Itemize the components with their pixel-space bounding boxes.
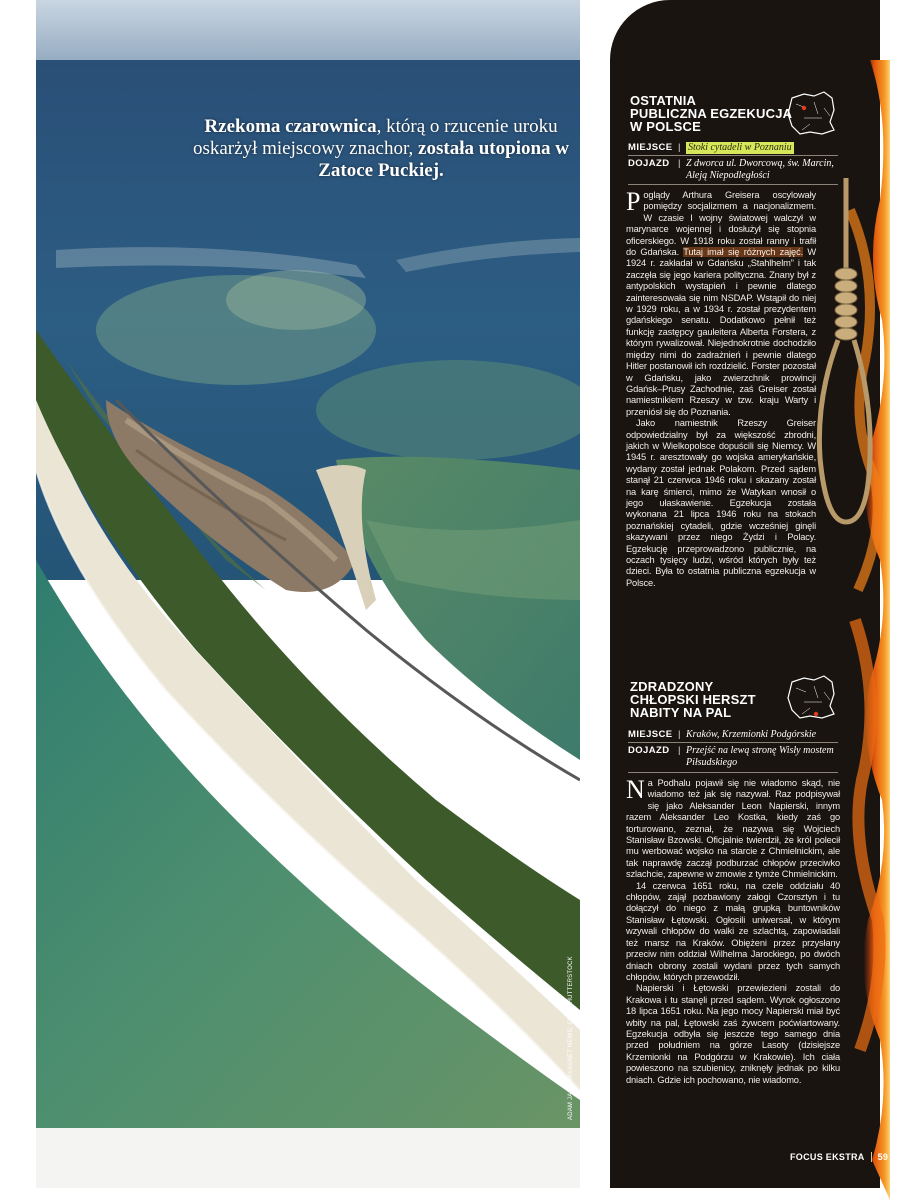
separator: | bbox=[678, 142, 681, 153]
divider bbox=[628, 742, 838, 743]
location-value: Kraków, Krzemionki Podgórskie bbox=[686, 729, 817, 740]
section2-access-row bbox=[628, 745, 836, 769]
page-number: 59 bbox=[871, 1152, 889, 1162]
page-footer bbox=[790, 1152, 888, 1162]
divider bbox=[628, 772, 838, 773]
aerial-photo bbox=[36, 0, 580, 1128]
article-text: a Podhalu pojawił się nie wiadomo skąd, nie wiadomo też jak się nazywał. Raz podpisywał się jako Aleksander Leon Napierski, innym razem Aleksander Leo Kostka, kiedy zaś go torturowano, zeznał, że nazywa się Wojciech Stanisław Bzowski. Oficjalnie twierdził, że król polecił mu werbować wojsko na starcie z Chmielnickim, ale tak naprawdę zaczął podburzać chłopów przeciwko szlachcie, zapewne w zmowie z tymże Chmielnickim. bbox=[626, 778, 840, 880]
divider bbox=[628, 184, 838, 185]
article-paragraph bbox=[626, 187, 817, 418]
highlighted-text: Tutaj imał się różnych zajęć. bbox=[683, 247, 804, 258]
separator: | bbox=[678, 158, 681, 169]
access-label: DOJAZD bbox=[628, 158, 670, 169]
separator: | bbox=[678, 745, 681, 756]
page-bottom-margin bbox=[36, 1128, 580, 1188]
separator: | bbox=[678, 729, 681, 740]
caption-bold-2: została utopiona w Zatoce Puckiej. bbox=[318, 138, 570, 181]
article-paragraph bbox=[626, 775, 840, 881]
caption-bold-1: Rzekoma czarownica bbox=[204, 116, 377, 137]
location-value: Stoki cytadeli w Poznaniu bbox=[688, 142, 792, 153]
caption-text: , którą o rzucenie uroku oskarżył miejscowy znachor, bbox=[192, 116, 558, 159]
access-value: Przejść na lewą stronę Wisły mostem Piłsudskiego bbox=[686, 745, 834, 768]
article-paragraph: Napierski i Łętowski przewiezieni zostali do Krakowa i tu stanęli przed sądem. Wyrok ogłoszono 18 lipca 1651 roku. Na jego mocy Napierski miał być wbity na pal, Łętowski zaś żywcem poćwiartowany. Egzekucja odbyła się jeszcze tego samego dnia przed południem na górze Lasoty (dzisiejsze Krzemionki na Podgórzu w Krakowie). Ich ciała powieszono na szubienicy, zniknęły jednak po kilku dniach. Gdzie ich pochowano, nie wiadomo. bbox=[626, 983, 840, 1085]
access-label: DOJAZD bbox=[628, 745, 670, 756]
photo-caption bbox=[186, 116, 576, 182]
section2-location-row bbox=[628, 729, 816, 741]
access-value: Z dworca ul. Dworcową, św. Marcin, Aleją Niepodległości bbox=[686, 158, 834, 181]
article-text: W 1924 r. zakładał w Gdańsku „Stahlhelm” i tak zaczęła się jego kariera polityczna. Znany był z antypolskich wystąpień i pewnie dlatego zainteresowała się nim NSDAP. Wstąpił do niej w 1929 roku, a w 1934 r. został prezydentem gdańskiego senatu. Dodatkowo pełnił też funkcję zastępcy gauleitera Alberta Forstera, z którym rywalizował. Niejednokrotnie dochodziło między nimi do zadrażnień i pewnie dlatego Hitler postanowił ich rozdzielić. Forster pozostał w Gdańsku, jako zwierzchnik prowincji Gdańsk–Prusy Zachodnie, zaś Greiser został namiestnikiem Rzeszy w tzw. kraju Warty i przeniósł się do Poznania. bbox=[626, 247, 817, 417]
article-paragraph: Jako namiestnik Rzeszy Greiser odpowiedzialny był za większość zbrodni, jakich w Wielkopolsce dopuścili się Niemcy. W 1945 r. aresztowały go wojska amerykańskie, wydany został jednak Polakom. Przed sądem stanął 21 czerwca 1946 roku i skazany został na karę śmierci, mimo że Watykan wnosił o jego ułaskawienie. Egzekucja została wykonana 21 lipca 1946 roku na stokach poznańskiej cytadeli, gdzie wcześniej ginęli skazywani przez niego Żydzi i Polacy. Egzekucję przeprowadzono publicznie, na oczach tysięcy ludzi, wśród których były też dzieci. Była to ostatnia publiczna egzekucja w Polsce. bbox=[626, 418, 816, 588]
article-text: oglądy Arthura Greisera oscylowały pomiędzy socjalizmem a nacjonalizmem. W czasie I wojny światowej walczył w marynarce wojennej i dosłużył się stopnia oficerskiego. W 1918 roku został ranny i trafił do Gdańska. bbox=[626, 190, 816, 258]
section2-title bbox=[630, 680, 756, 719]
magazine-name: FOCUS EKSTRA bbox=[790, 1152, 865, 1162]
poland-map-icon bbox=[784, 88, 840, 138]
drop-cap: N bbox=[626, 775, 645, 804]
section1-title-line: W POLSCE bbox=[630, 119, 701, 134]
section2-title-line: CHŁOPSKI HERSZT bbox=[630, 692, 756, 707]
article-paragraph: 14 czerwca 1651 roku, na czele oddziału 40 chłopów, zajął pozbawiony załogi Czorsztyn i tu dołączył do niego z małą grupką buntowników Stanisław Łętowski. Ogłosili uniwersał, w którym wzywali chłopów do walki ze szlachtą, zapowiadali też marsz na Kraków. Obiężeni przez przysłany przeciw nim oddział Wilhelma Jarockiego, po dwóch dniach obrony zostali wydani przez tych samych chłopów, których przewodził. bbox=[626, 880, 840, 982]
photo-credit-text: ADAM JASIŃSKI/ASNET NEWS; CNB; SHUTTERSTOCK bbox=[568, 956, 574, 1120]
section1-title bbox=[630, 94, 792, 133]
poland-map-icon bbox=[784, 672, 840, 722]
location-label: MIEJSCE bbox=[628, 729, 673, 740]
section1-location-row bbox=[628, 142, 794, 154]
section1-title-line: OSTATNIA bbox=[630, 93, 697, 108]
section1-access-row bbox=[628, 158, 836, 182]
section1-article bbox=[626, 187, 817, 589]
section2-article bbox=[626, 775, 840, 1086]
section1-title-line: PUBLICZNA EGZEKUCJA bbox=[630, 106, 793, 121]
noose-rope-illustration bbox=[812, 178, 876, 534]
section2-title-line: NABITY NA PAL bbox=[630, 705, 732, 720]
section2-title-line: ZDRADZONY bbox=[630, 679, 714, 694]
drop-cap: P bbox=[626, 187, 641, 216]
photo-credit bbox=[568, 956, 580, 1130]
divider bbox=[628, 155, 838, 156]
location-label: MIEJSCE bbox=[628, 142, 673, 153]
